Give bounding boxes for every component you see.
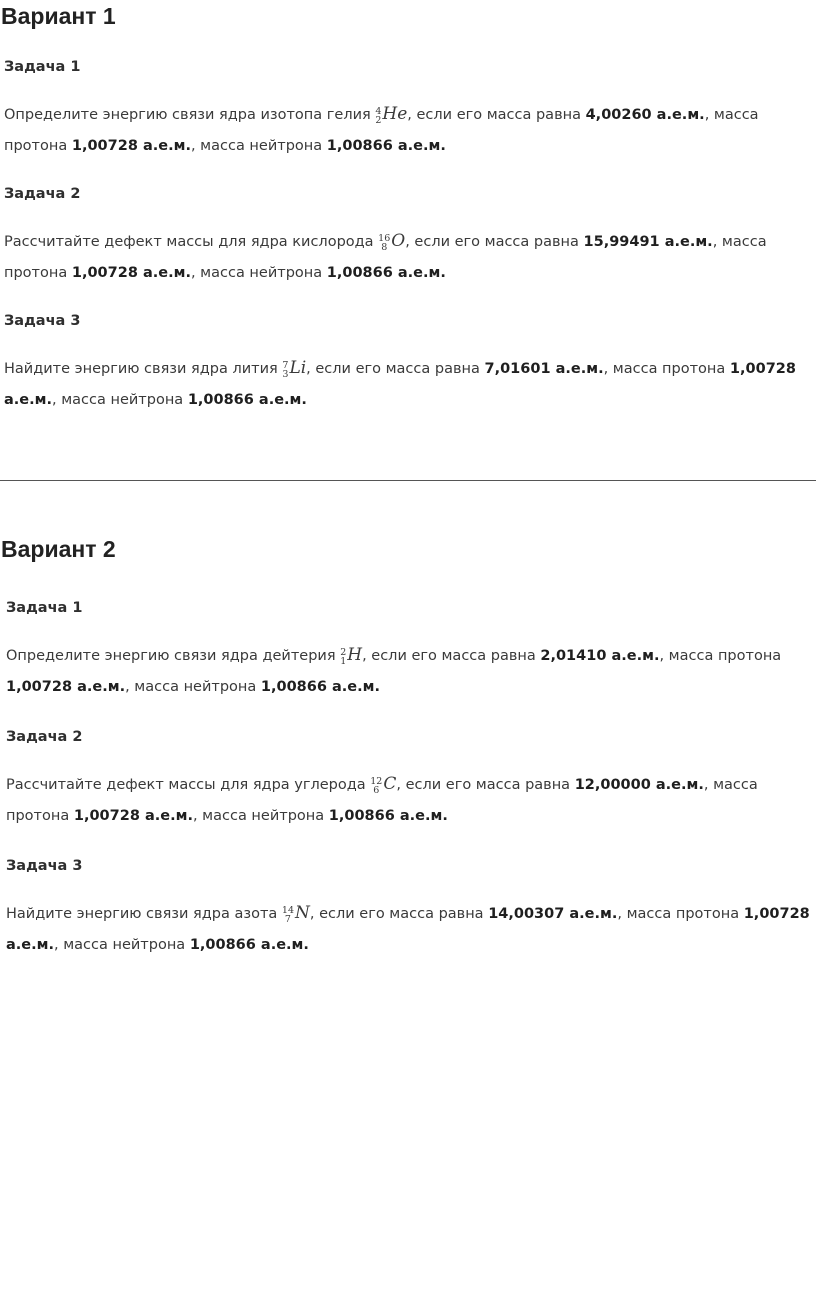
- text-before: Определите энергию связи ядра изотопа гелия: [4, 107, 376, 123]
- text-neutron-label: , масса нейтрона: [192, 808, 329, 824]
- nucleus-mass: 4,00260 а.е.м.: [585, 107, 705, 123]
- mass-number: 7: [282, 360, 289, 371]
- variant-2: [0, 533, 816, 953]
- nuclide-indices: [370, 777, 382, 795]
- task-title: Задача 3: [6, 858, 83, 874]
- text-after: , если его масса равна: [396, 777, 575, 793]
- text-before: Рассчитайте дефект массы для ядра кислорода: [4, 234, 379, 250]
- element-symbol: C: [383, 774, 397, 794]
- task-2: [0, 184, 814, 289]
- task-title: Задача 1: [6, 600, 83, 616]
- element-symbol: O: [391, 231, 406, 251]
- variant-title: Вариант 1: [1, 3, 116, 29]
- text-neutron-label: , масса нейтрона: [190, 138, 327, 154]
- task-2: [0, 727, 816, 832]
- element-symbol: H: [347, 645, 363, 665]
- atomic-number: 1: [340, 656, 347, 667]
- text-proton-label: , масса протона: [617, 906, 744, 922]
- element-symbol: Li: [289, 358, 307, 378]
- nucleus-mass: 7,01601 а.е.м.: [484, 361, 604, 377]
- element-symbol: N: [295, 903, 310, 923]
- task-text: [6, 640, 816, 703]
- task-title: Задача 2: [4, 186, 81, 202]
- task-1: [0, 57, 814, 162]
- nuclide-indices: [282, 361, 288, 379]
- proton-mass: 1,00728 а.е.м.: [6, 906, 810, 953]
- task-3: [0, 856, 816, 961]
- task-title: Задача 2: [6, 729, 83, 745]
- task-text: [4, 99, 814, 162]
- text-before: Определите энергию связи ядра дейтерия: [6, 648, 341, 664]
- nucleus-mass: 14,00307 а.е.м.: [488, 906, 618, 922]
- atomic-number: 2: [375, 115, 382, 126]
- task-text: [6, 898, 816, 961]
- atomic-number: 7: [284, 914, 291, 925]
- neutron-mass: 1,00866 а.е.м.: [326, 265, 446, 281]
- nuclide-formula: [282, 358, 306, 378]
- nuclide-formula: [378, 231, 405, 251]
- nucleus-mass: 12,00000 а.е.м.: [574, 777, 704, 793]
- proton-mass: 1,00728 а.е.м.: [73, 808, 193, 824]
- mass-number: 4: [375, 106, 382, 117]
- task-text: [6, 769, 816, 832]
- text-proton-label: , масса протона: [4, 234, 767, 281]
- text-after: , если его масса равна: [306, 361, 485, 377]
- proton-mass: 1,00728 а.е.м.: [71, 138, 191, 154]
- text-before: Рассчитайте дефект массы для ядра углерода: [6, 777, 371, 793]
- neutron-mass: 1,00866 а.е.м.: [326, 138, 446, 154]
- nuclide-formula: [282, 903, 310, 923]
- nuclide-indices: [340, 648, 346, 666]
- task-title: Задача 1: [4, 59, 81, 75]
- task-text: [4, 226, 814, 289]
- neutron-mass: 1,00866 а.е.м.: [187, 392, 307, 408]
- nuclide-formula: [340, 645, 362, 665]
- mass-number: 14: [281, 905, 294, 916]
- proton-mass: 1,00728 а.е.м.: [4, 361, 796, 408]
- text-neutron-label: , масса нейтрона: [54, 937, 190, 953]
- neutron-mass: 1,00866 а.е.м.: [189, 937, 309, 953]
- atomic-number: 6: [373, 785, 380, 796]
- element-symbol: He: [382, 104, 408, 124]
- text-after: , если его масса равна: [407, 107, 586, 123]
- text-proton-label: , масса протона: [6, 777, 758, 824]
- nuclide-indices: [282, 906, 294, 924]
- nuclide-formula: [375, 104, 407, 124]
- variant-divider: [0, 480, 816, 481]
- text-proton-label: , масса протона: [603, 361, 730, 377]
- text-neutron-label: , масса нейтрона: [190, 265, 327, 281]
- nuclide-indices: [378, 234, 390, 252]
- nucleus-mass: 2,01410 а.е.м.: [540, 648, 660, 664]
- task-title: Задача 3: [4, 313, 81, 329]
- nuclide-indices: [375, 107, 381, 125]
- atomic-number: 3: [282, 369, 289, 380]
- text-neutron-label: , масса нейтрона: [125, 679, 261, 695]
- nucleus-mass: 15,99491 а.е.м.: [583, 234, 713, 250]
- text-after: , если его масса равна: [362, 648, 541, 664]
- neutron-mass: 1,00866 а.е.м.: [328, 808, 448, 824]
- task-3: [0, 311, 814, 416]
- text-neutron-label: , масса нейтрона: [52, 392, 188, 408]
- text-proton-label: , масса протона: [4, 107, 759, 154]
- atomic-number: 8: [381, 242, 388, 253]
- text-proton-label: , масса протона: [659, 648, 782, 664]
- neutron-mass: 1,00866 а.е.м.: [260, 679, 380, 695]
- mass-number: 2: [340, 647, 347, 658]
- task-text: [4, 353, 814, 416]
- mass-number: 16: [378, 233, 391, 244]
- variant-1: [0, 0, 816, 408]
- text-before: Найдите энергию связи ядра азота: [6, 906, 282, 922]
- text-after: , если его масса равна: [309, 906, 489, 922]
- proton-mass: 1,00728 а.е.м.: [6, 679, 126, 695]
- text-before: Найдите энергию связи ядра лития: [4, 361, 283, 377]
- text-after: , если его масса равна: [405, 234, 584, 250]
- variant-title: Вариант 2: [1, 536, 116, 562]
- mass-number: 12: [370, 776, 383, 787]
- proton-mass: 1,00728 а.е.м.: [71, 265, 191, 281]
- task-1: [0, 598, 816, 703]
- nuclide-formula: [370, 774, 396, 794]
